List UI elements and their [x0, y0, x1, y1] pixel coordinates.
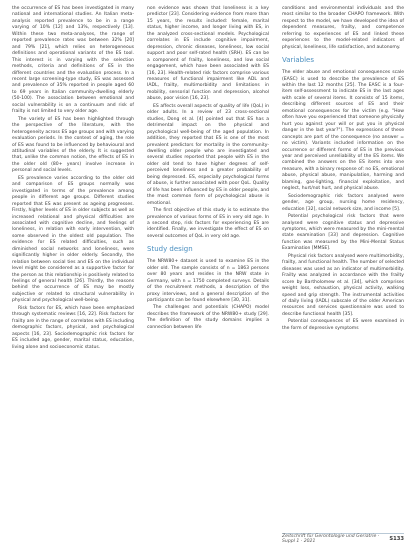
paragraph: Potential consequences of ES were examined in the form of depressive symptoms — [282, 319, 404, 331]
paragraph: The challenges and potentials (CHAPO) model describes the framework of the NRW80+ study [29]. The definition of the study domains implies a connection between life — [147, 305, 269, 330]
journal-name: Zeitschrift für Gerontologie und Geriatrie · Suppl 1 · 2021 — [282, 533, 380, 544]
page-footer — [282, 533, 404, 543]
section-heading-variables: Variables — [282, 56, 314, 65]
paragraph: The elder abuse and emotional consequences scale (EASC) is used to describe the prevalence of ES within the last 12 months [25]. The EASC is a four-item self-assessment to indicate ES in the last ages with scale of several items. It consists of 15 items, describing different sources of ES and their emotional consequences for the victim (e.g. "How often have you experienced that someone physically hurt you against your will or put you in physical danger in the last year?"). The expressions of these concepts are part of the consequence (no answer = no victim). Variants included information on the occurrence or different forms of ES in the previous year and perceived unreliability of the ES items. We combined the answers on the ES items into one measure, with a binary response of: no ES, emotional abuse, physical abuse, manipulation, harming and blaming, gas-lighting, financial exploitation, and neglect, hurt/not hurt, and physical abuse. — [282, 70, 404, 192]
text-column-2 — [147, 6, 269, 332]
paragraph: Sociodemographic risk factors analysed were gender, age group, nursing home residency, education [32], social network size, and income [5]. — [282, 193, 404, 212]
paragraph: The variety of ES has been highlighted through the perspective of the literature, with the heterogeneity across ES age groups and with varying evaluation periods. In the context of aging, the role of ES was found to be influenced by behavioural and attitudinal variables of the elderly. It is suggested that, unlike the common notion, the effects of ES in the older old (80+ years) involve increase in personal and social levels. — [12, 116, 134, 174]
paragraph: Risk factors for ES, which have been emphasized through systematic reviews [16, 22]. Risk factors for frailty are in the range of correlates with ES including demographic factors, physical, and psychological aspects [16, 23]. Sociodemographic risk factors for ES included age, gender, marital status, education, living alone and socioeconomic status. — [12, 305, 134, 350]
paragraph: Potential psychological risk factors that were analysed were cognitive status and depressive symptoms, which were measured by the mini-mental state examination [33] and depression. Cognitive function was measured by the Mini-Mental Status Examination [MMSE]. — [282, 214, 404, 252]
paragraph: conditions and environmental individuals and the most similar to the broader CHAPO framework. With respect to the model, we have developed the idea of dependent measures, frailty, and competence referring to experiences of ES and linked these experiences to the model-related indicators of physical, loneliness, life satisfaction, and autonomy. — [282, 6, 404, 50]
paragraph: ES prevalence varies according to the older old and comparison of ES groups normally was investigated in terms of the prevalence among people in different age groups. Different studies reported that ES was present as ageing progresses. Firstly, higher levels of ES in older subjects as well as increased relational and physical difficulties are associated with cognitive decline, and feelings of loneliness, in relation with early intervention, with some observed in the oldest old population. The evidence for ES related difficulties, such as diminished social networks and loneliness, were significantly higher in older elderly. Secondly, the relation between social ties and ES on the individual level might be considered as a supportive factor for the person as this relationship is positively related to feelings of general health [26]. Thirdly, the reasons behind the occurrence of ES may be mostly subjective or related to structural vulnerability in physical and psychological well-being. — [12, 175, 134, 304]
paragraph: Physical risk factors analysed were multimorbidity, frailty, and functional health. The number of selected diseases was used as an indicator of multimorbidity. Frailty was analyzed in accordance with the frailty score by Bartholomew et al. [34], which comprises weight loss, exhaustion, physical activity, walking speed and grip strength. The instrumental activities of daily living (IADL) subscale of the older American resources and services questionnaire was used to describe functional health [35]. — [282, 253, 405, 317]
text-column-3 — [282, 6, 404, 333]
section-heading-study-design: Study design — [147, 245, 193, 254]
paragraph: non evidence was shown that loneliness is a key predictor [23]. Considering evidence from more than 15 years, the results included: female, marital status, higher income, and longer living with ES, in the analyzed cross-sectional models. Psychological correlates in ES include cognitive impairment, depression, chronic diseases, loneliness, low social support and poor self-rated health (SRH). ES can be a component of frailty, loneliness, and low social engagement, which have been associated with ES [16, 23]. Health-related risk factors comprise various measures of functional impairment like ADL and IADL, frailty, multimorbidity and limitations in mobility, sensorial function and depression, alcohol abuse, poor vision [16, 23]. — [147, 6, 269, 102]
paragraph: The first objective of this study is to estimate the prevalence of various forms of ES in very old age. In a second step, risk factors for experiencing ES are identified. Finally, we investigate the effect of ES on several outcomes of QoL in very old age. — [147, 208, 269, 239]
page-number: S133 — [389, 535, 404, 542]
text-column-1 — [12, 6, 134, 352]
paragraph: ES affects overall aspects of quality of life (QoL) in older adults. In a review of 23 cross-sectional studies, Dong et al. [4] pointed out that ES has a detrimental impact on the physical and psychological well-being of the aged population. In addition, they reported that ES is one of the most prevalent predictors for mortality in the community-dwelling older people who are investigated and several studies reported that people with ES in the older old tend to have higher degrees of self-perceived loneliness and a greater probability of being depressed. ES, especially psychological forms of abuse, is further associated with poor QoL. Quality of life has been influenced by ES in older people, and the most common form of psychological abuse is emotional. — [147, 103, 269, 206]
paragraph: The NRW80+ dataset is used to examine ES in the older old. The sample consists of n = 1863 persons over 80 years and resides in the NRW state in Germany, with n = 1750 completed surveys. Details of the recruitment methods, a description of the proxy interviews, and a general description of the participants can be found elsewhere [30, 31]. — [147, 259, 269, 303]
paragraph: the occurrence of ES has been investigated in many national and international studies. An Italian meta-analysis reported prevalence to be in a range varying of 10% [12] and 13%, respectively [13]. Within these two meta-analyses, the range of reported prevalence rates was between 32% [20] and 79% [21], which relies on heterogeneous definitions and operational variants of the ES tool. This interest is in varying with the selection methods, criteria and definitions of ES in the different countries and the evaluation process. In a recent large screening-type study, ES was assessed and prevalence of 35% reported in people aged 60 to 69 years in Italian community-dwelling elderly (50-100). The association between emotional and social vulnerability is on a continuum and risk of frailty is not limited to very older age. — [12, 6, 134, 115]
